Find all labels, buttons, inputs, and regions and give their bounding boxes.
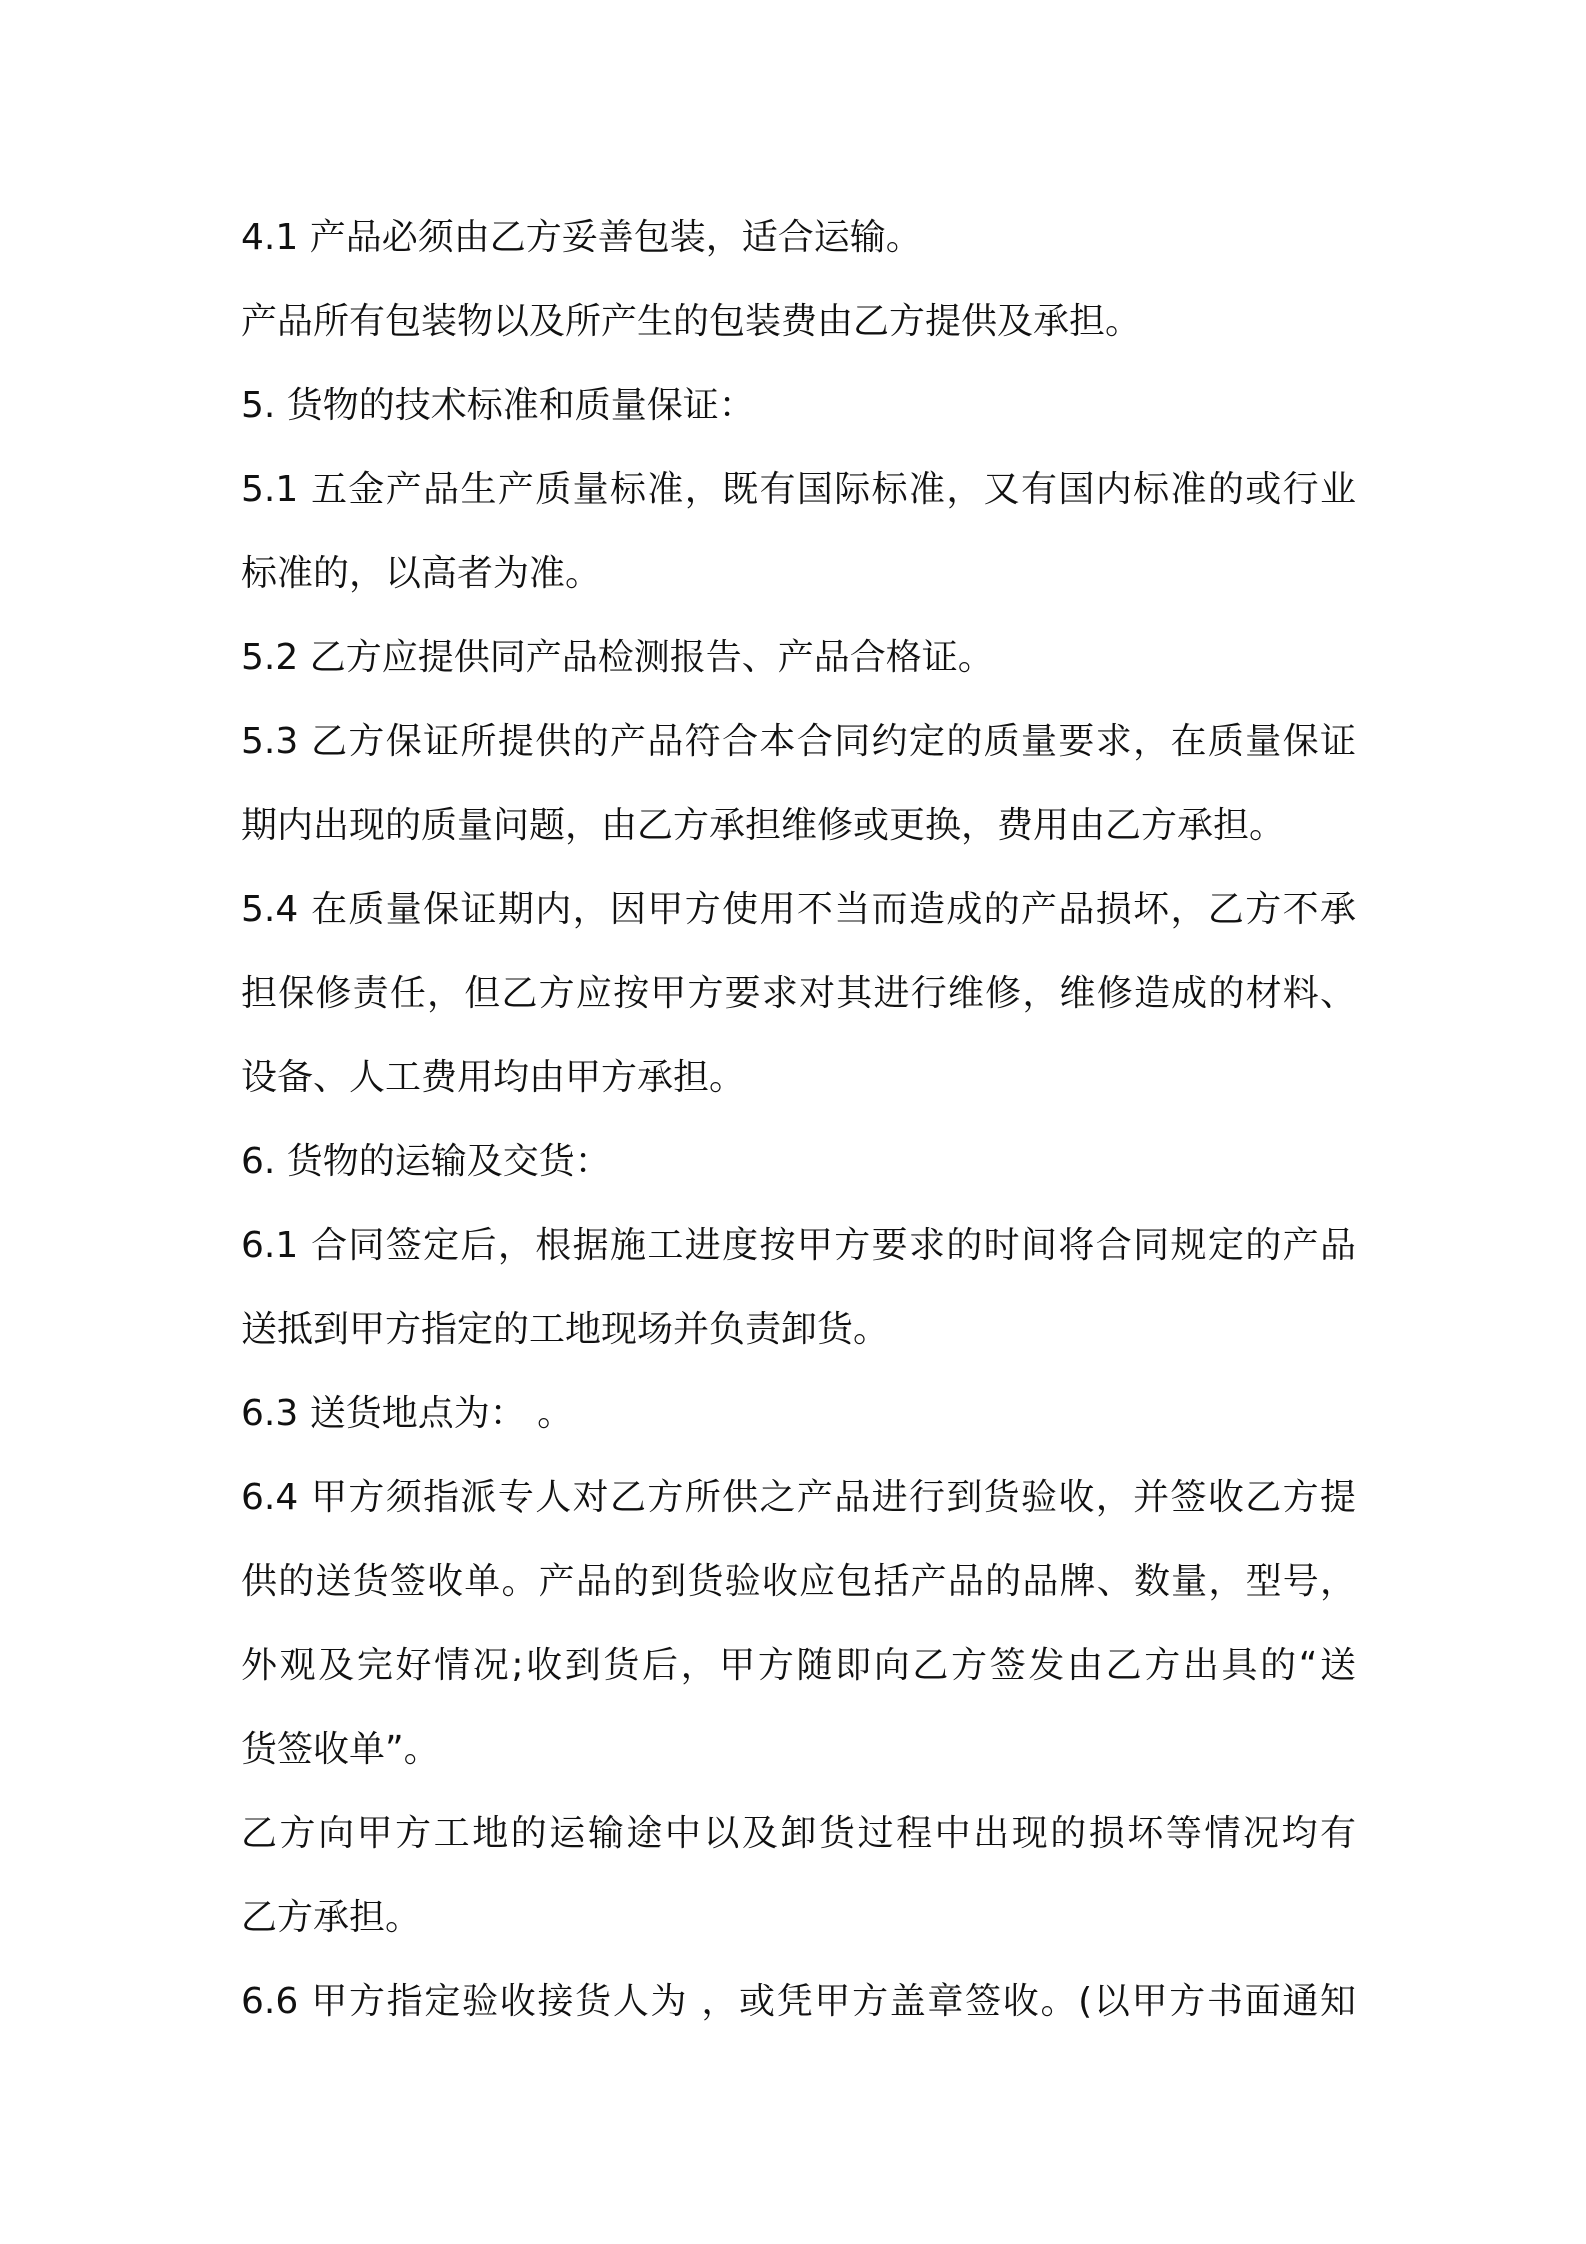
clause-5-3-line-2: 期内出现的质量问题，由乙方承担维修或更换，费用由乙方承担。 [241, 805, 1286, 846]
clause-6-4-line-2: 供的送货签收单。产品的到货验收应包括产品的品牌、数量，型号， [241, 1561, 1356, 1602]
clause-6-1-line-1: 6.1 合同签定后，根据施工进度按甲方要求的时间将合同规定的产品 [241, 1225, 1356, 1266]
packaging-cost-text: 产品所有包装物以及所产生的包装费由乙方提供及承担。 [241, 301, 1142, 342]
clause-5-1-line-2: 标准的，以高者为准。 [241, 553, 602, 594]
transport-damage-line-2: 乙方承担。 [241, 1897, 422, 1938]
transport-damage-line-1: 乙方向甲方工地的运输途中以及卸货过程中出现的损坏等情况均有 [241, 1813, 1356, 1854]
clause-5-3-line-1: 5.3 乙方保证所提供的产品符合本合同约定的质量要求，在质量保证 [241, 721, 1356, 762]
clause-5-1-line-1: 5.1 五金产品生产质量标准，既有国际标准，又有国内标准的或行业 [241, 469, 1356, 510]
section-5-heading: 5. 货物的技术标准和质量保证： [241, 385, 755, 426]
section-6-heading: 6. 货物的运输及交货： [241, 1141, 611, 1182]
document-body [241, 196, 1356, 2044]
clause-5-2: 5.2 乙方应提供同产品检测报告、产品合格证。 [241, 637, 994, 678]
clause-6-6-line-1: 6.6 甲方指定验收接货人为 ，或凭甲方盖章签收。(以甲方书面通知 [241, 1981, 1356, 2022]
clause-4-1: 4.1 产品必须由乙方妥善包装，适合运输。 [241, 217, 922, 258]
clause-5-4-line-3: 设备、人工费用均由甲方承担。 [241, 1057, 746, 1098]
clause-6-1-line-2: 送抵到甲方指定的工地现场并负责卸货。 [241, 1309, 890, 1350]
clause-5-4-line-1: 5.4 在质量保证期内，因甲方使用不当而造成的产品损坏，乙方不承 [241, 889, 1356, 930]
clause-6-4-line-1: 6.4 甲方须指派专人对乙方所供之产品进行到货验收，并签收乙方提 [241, 1477, 1356, 1518]
clause-5-4-line-2: 担保修责任，但乙方应按甲方要求对其进行维修，维修造成的材料、 [241, 973, 1356, 1014]
clause-6-4-line-3: 外观及完好情况;收到货后，甲方随即向乙方签发由乙方出具的“送 [241, 1645, 1356, 1686]
clause-6-4-line-4: 货签收单”。 [241, 1729, 440, 1770]
clause-6-3: 6.3 送货地点为： 。 [241, 1393, 574, 1434]
